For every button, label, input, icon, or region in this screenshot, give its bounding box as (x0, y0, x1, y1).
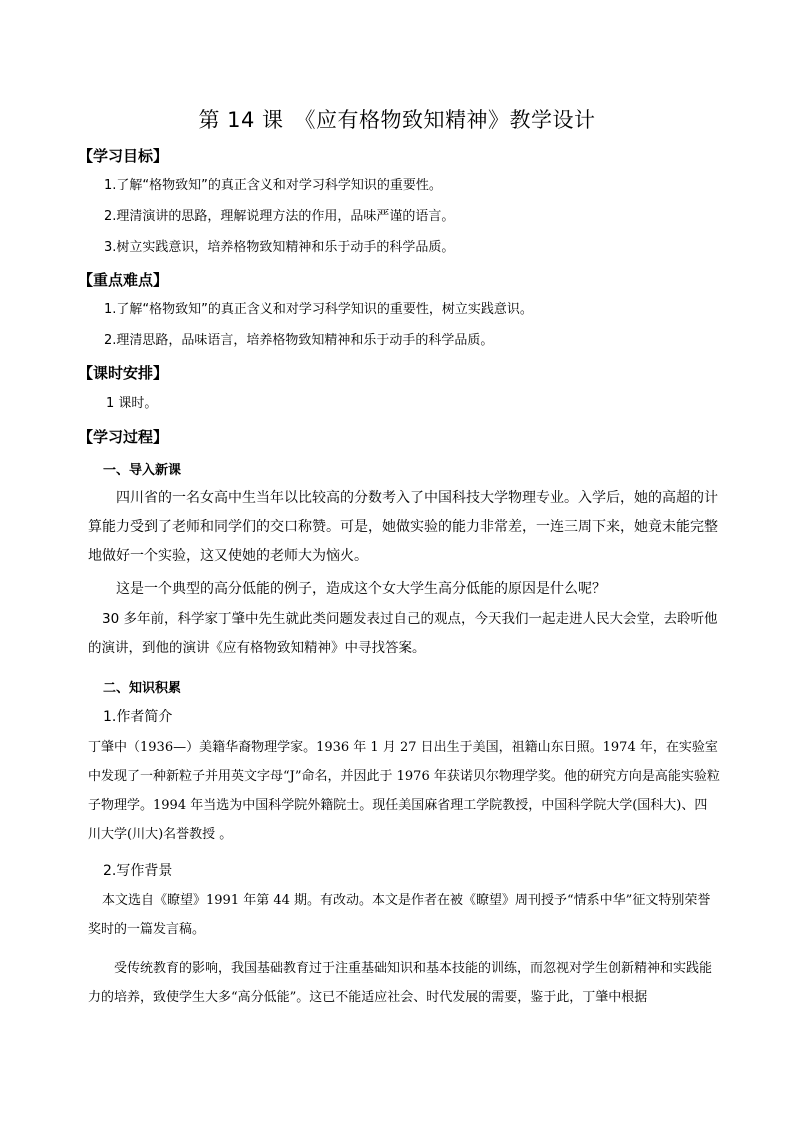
background-paragraph-2: 受传统教育的影响，我国基础教育过于注重基础知识和基本技能的训练，而忽视对学生创新精神和实践能力的培养，致使学生大多“高分低能”。这已不能适应社会、时代发展的需要，鉴于此，丁肇中根据 (88, 961, 713, 1005)
part1-title: 一、导入新课 (103, 463, 182, 478)
heading-schedule: 【课时安排】 (78, 364, 169, 382)
heading-key-points: 【重点难点】 (78, 271, 169, 289)
background-title: 2.写作背景 (103, 863, 173, 879)
author-title: 1.作者简介 (103, 709, 173, 725)
page-title: 第 14 课 《应有格物致知精神》教学设计 (198, 108, 596, 132)
part2-title: 二、知识积累 (103, 681, 182, 696)
intro-paragraph-1: 四川省的一名女高中生当年以比较高的分数考入了中国科技大学物理专业。入学后，她的高超的计算能力受到了老师和同学们的交口称赞。可是，她做实验的能力非常差，一连三周下来，她竟未能完整地做好一个实验，这又使她的老师大为恼火。 (88, 490, 718, 564)
goal-item-3: 3.树立实践意识，培养格物致知精神和乐于动手的科学品质。 (104, 240, 455, 255)
intro-paragraph-2: 这是一个典型的高分低能的例子，造成这个女大学生高分低能的原因是什么呢？ (116, 581, 606, 597)
intro-paragraph-3: 30 多年前，科学家丁肇中先生就此类问题发表过自己的观点，今天我们一起走进人民大会堂，去聆听他的演讲，到他的演讲《应有格物致知精神》中寻找答案。 (88, 611, 718, 656)
heading-process: 【学习过程】 (78, 428, 169, 446)
author-paragraph: 丁肇中（1936—）美籍华裔物理学家。1936 年 1 月 27 日出生于美国，祖籍山东日照。1974 年，在实验室中发现了一种新粒子并用英文字母“J”命名，并因此于 1976 年获诺贝尔物理学奖。他的研究方向是高能实验粒子物理学。1994 年当选为中国科学院外籍院士。现任美国麻省理工学院教授，中国科学院大学(国科大)、四川大学(川大)名誉教授 。 (88, 740, 720, 842)
goal-item-1: 1.了解“格物致知”的真正含义和对学习科学知识的重要性。 (104, 178, 442, 193)
heading-goals: 【学习目标】 (78, 147, 169, 165)
schedule-text: 1 课时。 (106, 396, 158, 411)
key-item-1: 1.了解“格物致知”的真正含义和对学习科学知识的重要性，树立实践意识。 (104, 302, 533, 317)
key-item-2: 2.理清思路，品味语言，培养格物致知精神和乐于动手的科学品质。 (104, 333, 494, 348)
background-paragraph-1: 本文选自《瞭望》1991 年第 44 期。有改动。本文是作者在被《瞭望》周刊授予“情系中华”征文特别荣誉奖时的一篇发言稿。 (88, 893, 711, 937)
goal-item-2: 2.理清演讲的思路，理解说理方法的作用，品味严谨的语言。 (104, 209, 455, 224)
